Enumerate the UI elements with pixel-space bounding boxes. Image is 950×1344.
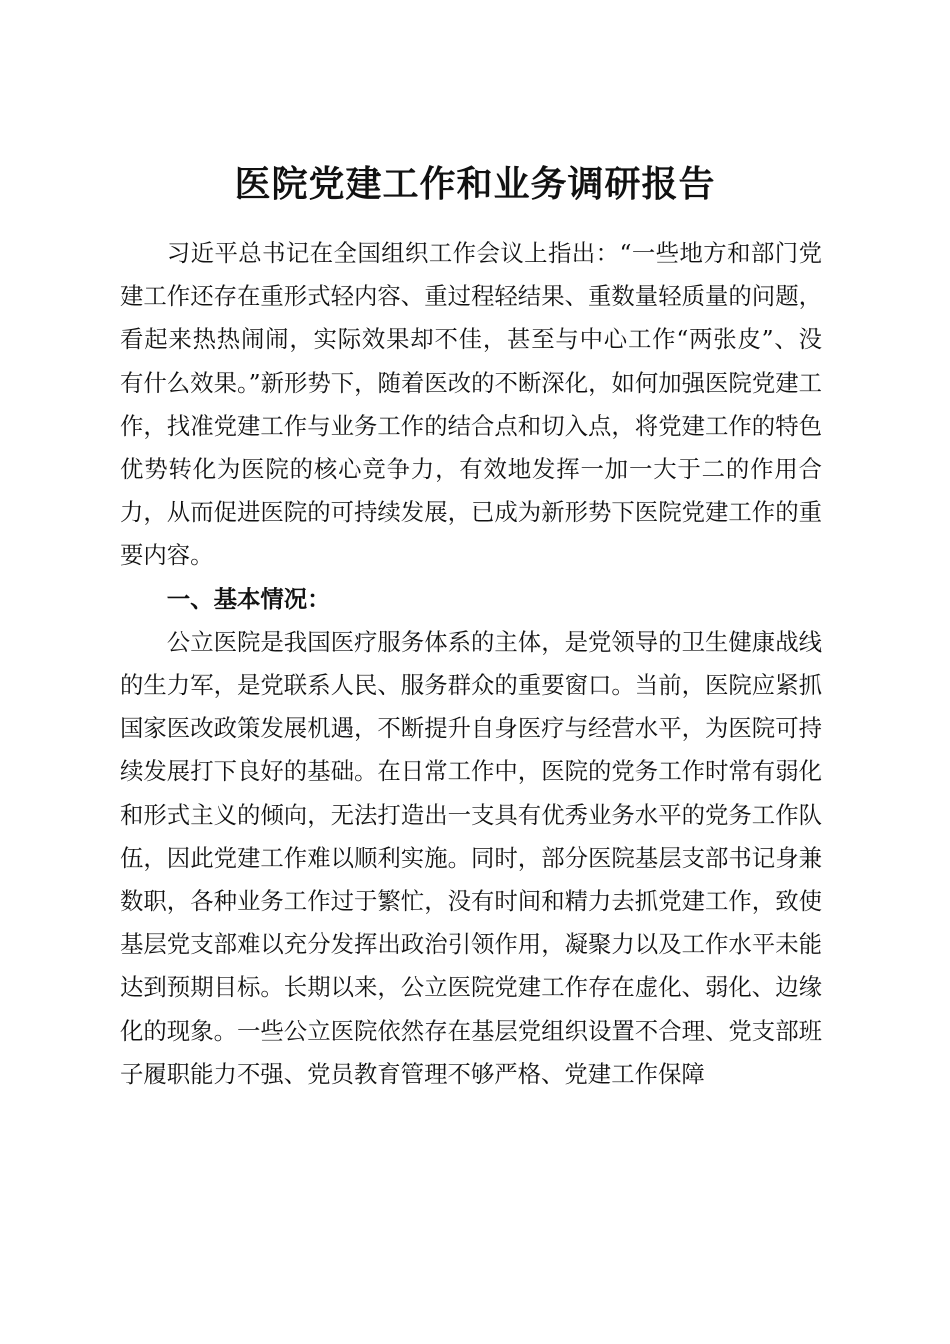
section-heading: 一、基本情况： — [166, 584, 331, 613]
document-title: 医院党建工作和业务调研报告 — [234, 163, 716, 206]
document-body — [120, 232, 822, 1096]
section-paragraph: 公立医院是我国医疗服务体系的主体，是党领导的卫生健康战线的生力军，是党联系人民、服务群众的重要窗口。当前，医院应紧抓国家医改政策发展机遇，不断提升自身医疗与经营水平，为医院可持续发展打下良好的基础。在日常工作中，医院的党务工作时常有弱化和形式主义的倾向，无法打造出一支具有优秀业务水平的党务工作队伍，因此党建工作难以顺利实施。同时，部分医院基层支部书记身兼数职，各种业务工作过于繁忙，没有时间和精力去抓党建工作，致使基层党支部难以充分发挥出政治引领作用，凝聚力以及工作水平未能达到预期目标。长期以来，公立医院党建工作存在虚化、弱化、边缘化的现象。一些公立医院依然存在基层党组织设置不合理、党支部班子履职能力不强、党员教育管理不够严格、党建工作保障 — [120, 627, 822, 1088]
intro-paragraph: 习近平总书记在全国组织工作会议上指出：“一些地方和部门党建工作还存在重形式轻内容、重过程轻结果、重数量轻质量的问题，看起来热热闹闹，实际效果却不佳，甚至与中心工作“两张皮”、没有什么效果。”新形势下，随着医改的不断深化，如何加强医院党建工作，找准党建工作与业务工作的结合点和切入点，将党建工作的特色优势转化为医院的核心竞争力，有效地发挥一加一大于二的作用合力，从而促进医院的可持续发展，已成为新形势下医院党建工作的重要内容。 — [120, 239, 822, 570]
